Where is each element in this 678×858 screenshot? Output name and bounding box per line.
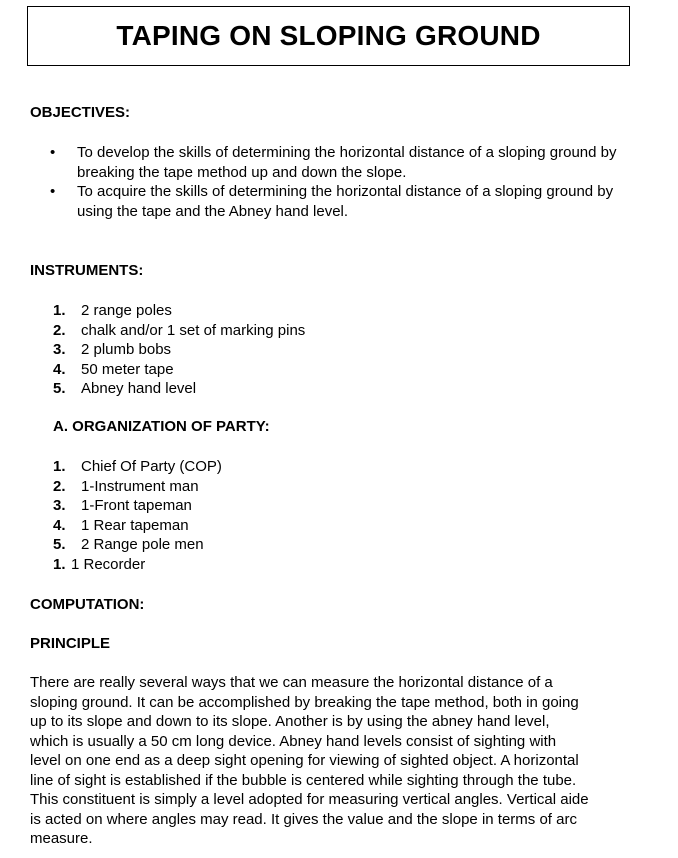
instruments-list [53,301,305,399]
paragraph-line: level on one end as a deep sight opening for viewing of sighted object. A horizontal [30,752,579,769]
list-item: 3. 1-Front tapeman [53,497,192,514]
paragraph-line: up to its slope and down to its slope. Another is by using the abney hand level, [30,713,550,730]
objectives-heading: OBJECTIVES: [30,104,131,121]
paragraph-line: which is usually a 50 cm long device. Abney hand levels consist of sighting with [30,732,557,750]
principle-paragraph [30,673,640,849]
list-item: 1. Chief Of Party (COP) [53,458,222,475]
paragraph-line: sloping ground. It can be accomplished by breaking the tape method, both in going [30,693,579,711]
list-item: 2. chalk and/or 1 set of marking pins [53,321,306,339]
list-item: • To acquire the skills of determining the horizontal distance of a sloping ground by using the tape and the Abney hand level. [50,183,614,220]
paragraph-line: measure. [30,830,93,847]
list-item: 5. Abney hand level [53,380,197,397]
organization-list [53,457,222,574]
list-item: • To develop the skills of determining the horizontal distance of a sloping ground by breaking the tape method up and down the slope. [50,144,617,181]
paragraph-line: This constituent is simply a level adopted for measuring vertical angles. Vertical aide [30,791,589,808]
page-title: TAPING ON SLOPING GROUND [116,20,541,51]
list-item: 1. 1 Recorder [53,555,146,573]
principle-heading: PRINCIPLE [30,635,111,652]
list-item: 1. 2 range poles [53,302,172,319]
instruments-heading: INSTRUMENTS: [30,262,144,279]
paragraph-line: There are really several ways that we can measure the horizontal distance of a [30,674,553,691]
paragraph-line: line of sight is established if the bubble is centered while sighting through the tube. [30,771,577,789]
paragraph-line: is acted on where angles may read. It gives the value and the slope in terms of arc [30,810,577,828]
computation-heading: COMPUTATION: [30,596,145,613]
list-item: 4. 50 meter tape [53,360,174,378]
bullet-icon: • [50,144,56,161]
bullet-icon: • [50,183,56,200]
objectives-list [50,143,650,221]
list-item: 2. 1-Instrument man [53,477,199,495]
list-item: 5. 2 Range pole men [53,536,204,553]
title-box [27,6,630,66]
list-item: 3. 2 plumb bobs [53,341,172,358]
organization-heading: A. ORGANIZATION OF PARTY: [53,418,270,435]
list-item: 4. 1 Rear tapeman [53,516,189,534]
